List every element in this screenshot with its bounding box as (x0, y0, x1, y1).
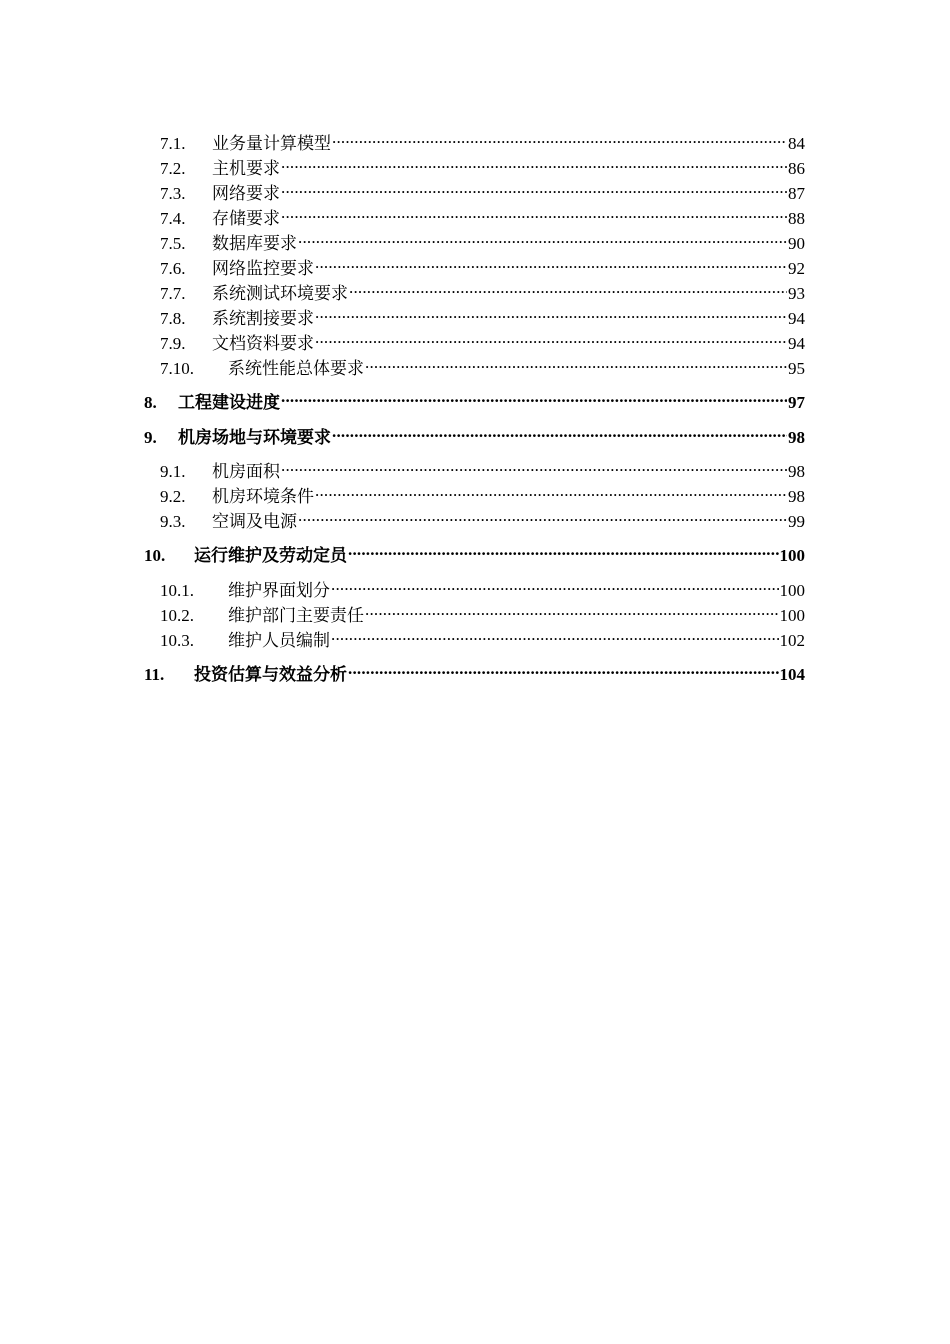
toc-title: 维护界面划分 (228, 581, 330, 600)
toc-leader (315, 478, 787, 502)
toc-leader (315, 250, 787, 274)
toc-title: 系统测试环境要求 (212, 284, 348, 303)
toc-entry-11[interactable] (144, 656, 805, 684)
toc-page: 102 (779, 631, 805, 650)
toc-entry-10-3[interactable] (160, 622, 805, 650)
toc-leader (348, 537, 779, 561)
toc-leader (331, 572, 779, 596)
toc-page: 95 (788, 359, 805, 378)
toc-page: 97 (788, 393, 805, 412)
toc-title: 网络监控要求 (212, 259, 314, 278)
toc-page: 87 (788, 184, 805, 203)
toc-page: 94 (788, 334, 805, 353)
toc-leader (281, 150, 787, 174)
toc-entry-7-10[interactable] (160, 350, 805, 378)
toc-number: 9.3. (160, 512, 186, 531)
toc-leader (365, 597, 779, 621)
toc-entry-7-8[interactable] (160, 300, 805, 328)
toc-number: 10.3. (160, 631, 194, 650)
toc-number: 7.6. (160, 259, 186, 278)
toc-title: 存储要求 (212, 209, 280, 228)
toc-entry-8[interactable] (144, 384, 805, 412)
toc-number: 7.9. (160, 334, 186, 353)
toc-entry-7-2[interactable] (160, 150, 805, 178)
toc-page: 84 (788, 134, 805, 153)
toc-leader (332, 419, 787, 443)
toc-leader (315, 300, 787, 324)
toc-title: 维护人员编制 (228, 631, 330, 650)
toc-leader (348, 656, 779, 680)
toc-page: 98 (788, 428, 805, 447)
toc-page: 100 (779, 581, 805, 600)
toc-number: 7.4. (160, 209, 186, 228)
toc-title: 工程建设进度 (178, 393, 280, 412)
toc-leader (349, 275, 787, 299)
toc-number: 7.1. (160, 134, 186, 153)
toc-page: 104 (779, 665, 805, 684)
toc-entry-7-9[interactable] (160, 325, 805, 353)
toc-page: 86 (788, 159, 805, 178)
toc-number: 10.1. (160, 581, 194, 600)
toc-leader (281, 175, 787, 199)
toc-entry-9[interactable] (144, 419, 805, 447)
toc-page: 100 (779, 546, 805, 565)
toc-number: 7.10. (160, 359, 194, 378)
toc-page: 99 (788, 512, 805, 531)
toc-page: 92 (788, 259, 805, 278)
toc-title: 系统性能总体要求 (228, 359, 364, 378)
toc-number: 9.2. (160, 487, 186, 506)
toc-entry-7-6[interactable] (160, 250, 805, 278)
toc-title: 投资估算与效益分析 (194, 665, 347, 684)
toc-entry-10-2[interactable] (160, 597, 805, 625)
toc-leader (331, 622, 779, 646)
toc-page: 90 (788, 234, 805, 253)
toc-page: 98 (788, 487, 805, 506)
toc-number: 7.8. (160, 309, 186, 328)
toc-number: 7.5. (160, 234, 186, 253)
toc-number: 7.2. (160, 159, 186, 178)
toc-number: 8. (144, 393, 157, 412)
toc-leader (315, 325, 787, 349)
toc-entry-7-1[interactable] (160, 125, 805, 153)
toc-leader (281, 200, 787, 224)
toc-title: 业务量计算模型 (212, 134, 331, 153)
toc-entry-10-1[interactable] (160, 572, 805, 600)
toc-title: 系统割接要求 (212, 309, 314, 328)
toc-number: 10.2. (160, 606, 194, 625)
toc-number: 7.3. (160, 184, 186, 203)
toc-entry-7-4[interactable] (160, 200, 805, 228)
toc-leader (298, 225, 787, 249)
toc-entry-7-5[interactable] (160, 225, 805, 253)
toc-page: 94 (788, 309, 805, 328)
toc-title: 机房环境条件 (212, 487, 314, 506)
toc-page: 100 (779, 606, 805, 625)
toc-number: 11. (144, 665, 165, 684)
toc-entry-9-1[interactable] (160, 453, 805, 481)
toc-leader (365, 350, 787, 374)
toc-entry-7-7[interactable] (160, 275, 805, 303)
toc-title: 维护部门主要责任 (228, 606, 364, 625)
toc-title: 文档资料要求 (212, 334, 314, 353)
toc-entry-9-3[interactable] (160, 503, 805, 531)
toc-title: 主机要求 (212, 159, 280, 178)
toc-page: 88 (788, 209, 805, 228)
toc-title: 机房场地与环境要求 (178, 428, 331, 447)
toc-title: 运行维护及劳动定员 (194, 546, 347, 565)
toc-number: 9. (144, 428, 157, 447)
toc-leader (332, 125, 787, 149)
toc-page: 93 (788, 284, 805, 303)
toc-page: 98 (788, 462, 805, 481)
toc-leader (281, 384, 787, 408)
toc-title: 数据库要求 (212, 234, 297, 253)
toc-title: 机房面积 (212, 462, 280, 481)
toc-number: 9.1. (160, 462, 186, 481)
toc-entry-10[interactable] (144, 537, 805, 565)
toc-entry-7-3[interactable] (160, 175, 805, 203)
toc-leader (281, 453, 787, 477)
toc-number: 7.7. (160, 284, 186, 303)
toc-title: 空调及电源 (212, 512, 297, 531)
toc-leader (298, 503, 787, 527)
toc-entry-9-2[interactable] (160, 478, 805, 506)
toc-number: 10. (144, 546, 166, 565)
toc-title: 网络要求 (212, 184, 280, 203)
